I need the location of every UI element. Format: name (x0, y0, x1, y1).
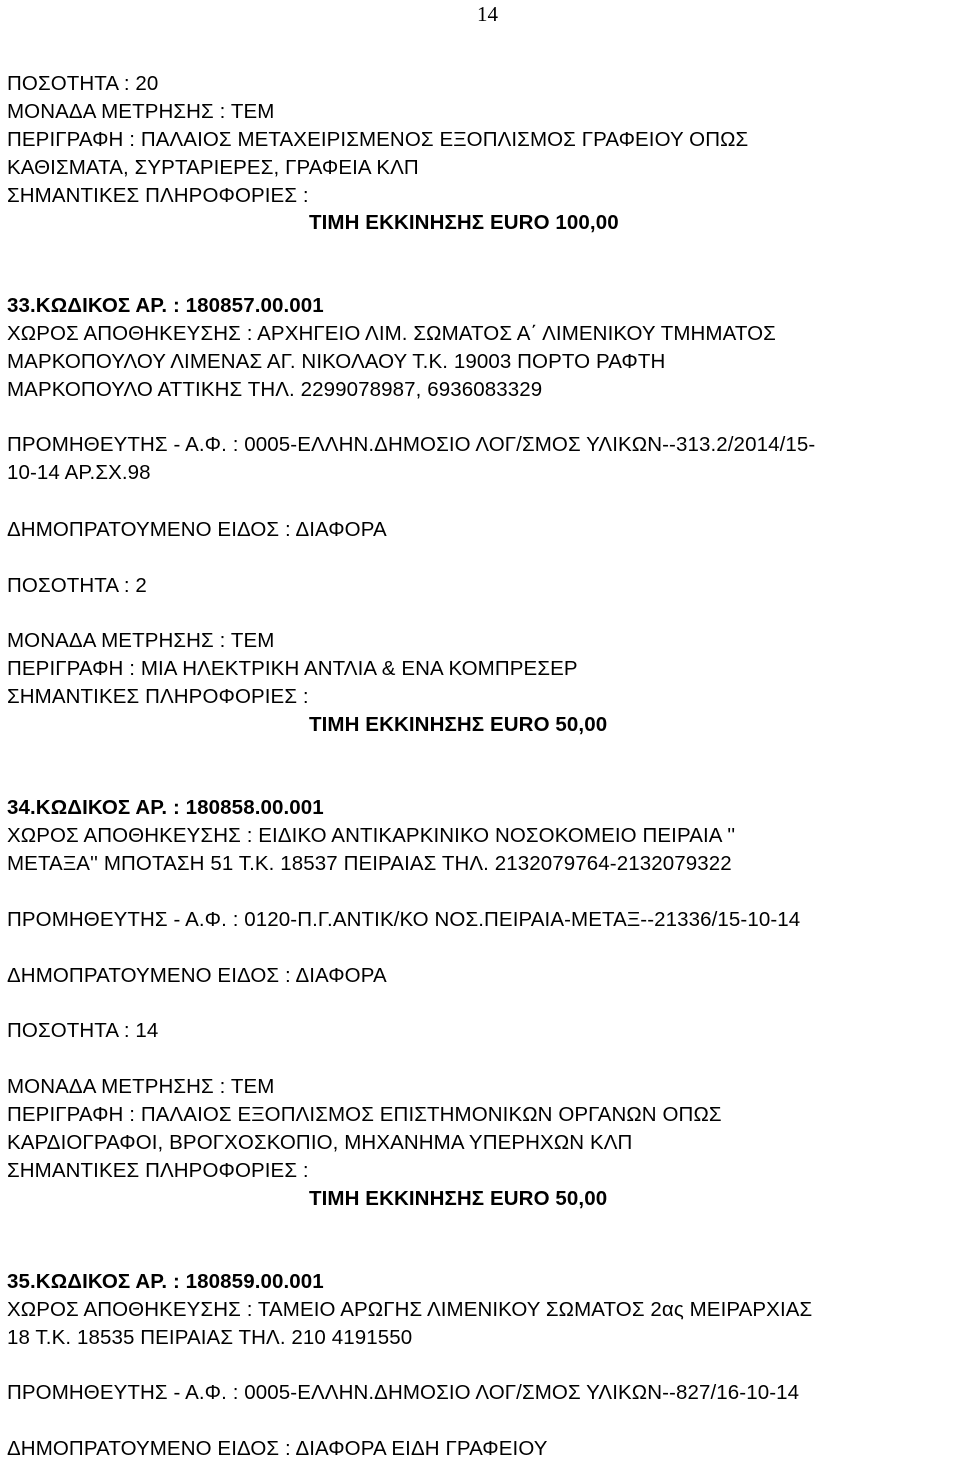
supplier-line: ΠΡΟΜΗΘΕΥΤΗΣ - Α.Φ. : 0005-ΕΛΛΗΝ.ΔΗΜΟΣΙΟ ΛΟΓ/ΣΜΟΣ ΥΛΙΚΩΝ--313.2/2014/15- (7, 433, 816, 456)
item-code: 34.ΚΩΔΙΚΟΣ ΑΡ. : 180858.00.001 (7, 796, 324, 819)
item-code: 35.ΚΩΔΙΚΟΣ ΑΡ. : 180859.00.001 (7, 1270, 324, 1293)
quantity-line: ΠΟΣΟΤΗΤΑ : 14 (7, 1019, 159, 1042)
description-line: ΠΕΡΙΓΡΑΦΗ : ΠΑΛΑΙΟΣ ΕΞΟΠΛΙΣΜΟΣ ΕΠΙΣΤΗΜΟΝΙΚΩΝ ΟΡΓΑΝΩΝ ΟΠΩΣ (7, 1103, 722, 1126)
item-type-line: ΔΗΜΟΠΡΑΤΟΥΜΕΝΟ ΕΙΔΟΣ : ΔΙΑΦΟΡΑ ΕΙΔΗ ΓΡΑΦΕΙΟΥ (7, 1437, 548, 1460)
storage-line: ΧΩΡΟΣ ΑΠΟΘΗΚΕΥΣΗΣ : ΤΑΜΕΙΟ ΑΡΩΓΗΣ ΛΙΜΕΝΙΚΟΥ ΣΩΜΑΤΟΣ 2ας ΜΕΙΡΑΡΧΙΑΣ (7, 1298, 813, 1321)
unit-line: ΜΟΝΑΔΑ ΜΕΤΡΗΣΗΣ : ΤΕΜ (7, 629, 275, 652)
supplier-line: 10-14 ΑΡ.ΣΧ.98 (7, 461, 151, 484)
quantity-line: ΠΟΣΟΤΗΤΑ : 2 (7, 574, 147, 597)
description-line: ΚΑΡΔΙΟΓΡΑΦΟΙ, ΒΡΟΓΧΟΣΚΟΠΙΟ, ΜΗΧΑΝΗΜΑ ΥΠΕΡΗΧΩΝ ΚΛΠ (7, 1131, 633, 1154)
info-line: ΣΗΜΑΝΤΙΚΕΣ ΠΛΗΡΟΦΟΡΙΕΣ : (7, 685, 309, 708)
starting-price: ΤΙΜΗ ΕΚΚΙΝΗΣΗΣ EURO 50,00 (309, 1187, 608, 1210)
quantity-line: ΠΟΣΟΤΗΤΑ : 20 (7, 72, 159, 95)
page-number: 14 (477, 2, 498, 26)
info-line: ΣΗΜΑΝΤΙΚΕΣ ΠΛΗΡΟΦΟΡΙΕΣ : (7, 1159, 309, 1182)
unit-line: ΜΟΝΑΔΑ ΜΕΤΡΗΣΗΣ : ΤΕΜ (7, 100, 275, 123)
storage-line: ΧΩΡΟΣ ΑΠΟΘΗΚΕΥΣΗΣ : ΕΙΔΙΚΟ ΑΝΤΙΚΑΡΚΙΝΙΚΟ ΝΟΣΟΚΟΜΕΙΟ ΠΕΙΡΑΙΑ '' (7, 824, 736, 847)
starting-price: ΤΙΜΗ ΕΚΚΙΝΗΣΗΣ EURO 50,00 (309, 713, 608, 736)
storage-line: ΜΑΡΚΟΠΟΥΛΟ ΑΤΤΙΚΗΣ ΤΗΛ. 2299078987, 6936083329 (7, 378, 543, 401)
unit-line: ΜΟΝΑΔΑ ΜΕΤΡΗΣΗΣ : ΤΕΜ (7, 1075, 275, 1098)
storage-line: ΧΩΡΟΣ ΑΠΟΘΗΚΕΥΣΗΣ : ΑΡΧΗΓΕΙΟ ΛΙΜ. ΣΩΜΑΤΟΣ Α΄ ΛΙΜΕΝΙΚΟΥ ΤΜΗΜΑΤΟΣ (7, 322, 776, 345)
description-line: ΠΕΡΙΓΡΑΦΗ : ΠΑΛΑΙΟΣ ΜΕΤΑΧΕΙΡΙΣΜΕΝΟΣ ΕΞΟΠΛΙΣΜΟΣ ΓΡΑΦΕΙΟΥ ΟΠΩΣ (7, 128, 749, 151)
supplier-line: ΠΡΟΜΗΘΕΥΤΗΣ - Α.Φ. : 0005-ΕΛΛΗΝ.ΔΗΜΟΣΙΟ ΛΟΓ/ΣΜΟΣ ΥΛΙΚΩΝ--827/16-10-14 (7, 1381, 800, 1404)
item-code: 33.ΚΩΔΙΚΟΣ ΑΡ. : 180857.00.001 (7, 294, 324, 317)
starting-price: ΤΙΜΗ ΕΚΚΙΝΗΣΗΣ EURO 100,00 (309, 211, 619, 234)
description-line: ΠΕΡΙΓΡΑΦΗ : ΜΙΑ ΗΛΕΚΤΡΙΚΗ ΑΝΤΛΙΑ & ΕΝΑ ΚΟΜΠΡΕΣΕΡ (7, 657, 578, 680)
supplier-line: ΠΡΟΜΗΘΕΥΤΗΣ - Α.Φ. : 0120-Π.Γ.ΑΝΤΙΚ/ΚΟ ΝΟΣ.ΠΕΙΡΑΙΑ-ΜΕΤΑΞ--21336/15-10-14 (7, 908, 801, 931)
storage-line: 18 Τ.Κ. 18535 ΠΕΙΡΑΙΑΣ ΤΗΛ. 210 4191550 (7, 1326, 413, 1349)
item-type-line: ΔΗΜΟΠΡΑΤΟΥΜΕΝΟ ΕΙΔΟΣ : ΔΙΑΦΟΡΑ (7, 964, 387, 987)
info-line: ΣΗΜΑΝΤΙΚΕΣ ΠΛΗΡΟΦΟΡΙΕΣ : (7, 184, 309, 207)
description-line: ΚΑΘΙΣΜΑΤΑ, ΣΥΡΤΑΡΙΕΡΕΣ, ΓΡΑΦΕΙΑ ΚΛΠ (7, 156, 419, 179)
item-type-line: ΔΗΜΟΠΡΑΤΟΥΜΕΝΟ ΕΙΔΟΣ : ΔΙΑΦΟΡΑ (7, 518, 387, 541)
storage-line: ΜΕΤΑΞΑ'' ΜΠΟΤΑΣΗ 51 Τ.Κ. 18537 ΠΕΙΡΑΙΑΣ ΤΗΛ. 2132079764-2132079322 (7, 852, 732, 875)
storage-line: ΜΑΡΚΟΠΟΥΛΟΥ ΛΙΜΕΝΑΣ ΑΓ. ΝΙΚΟΛΑΟΥ Τ.Κ. 19003 ΠΟΡΤΟ ΡΑΦΤΗ (7, 350, 666, 373)
